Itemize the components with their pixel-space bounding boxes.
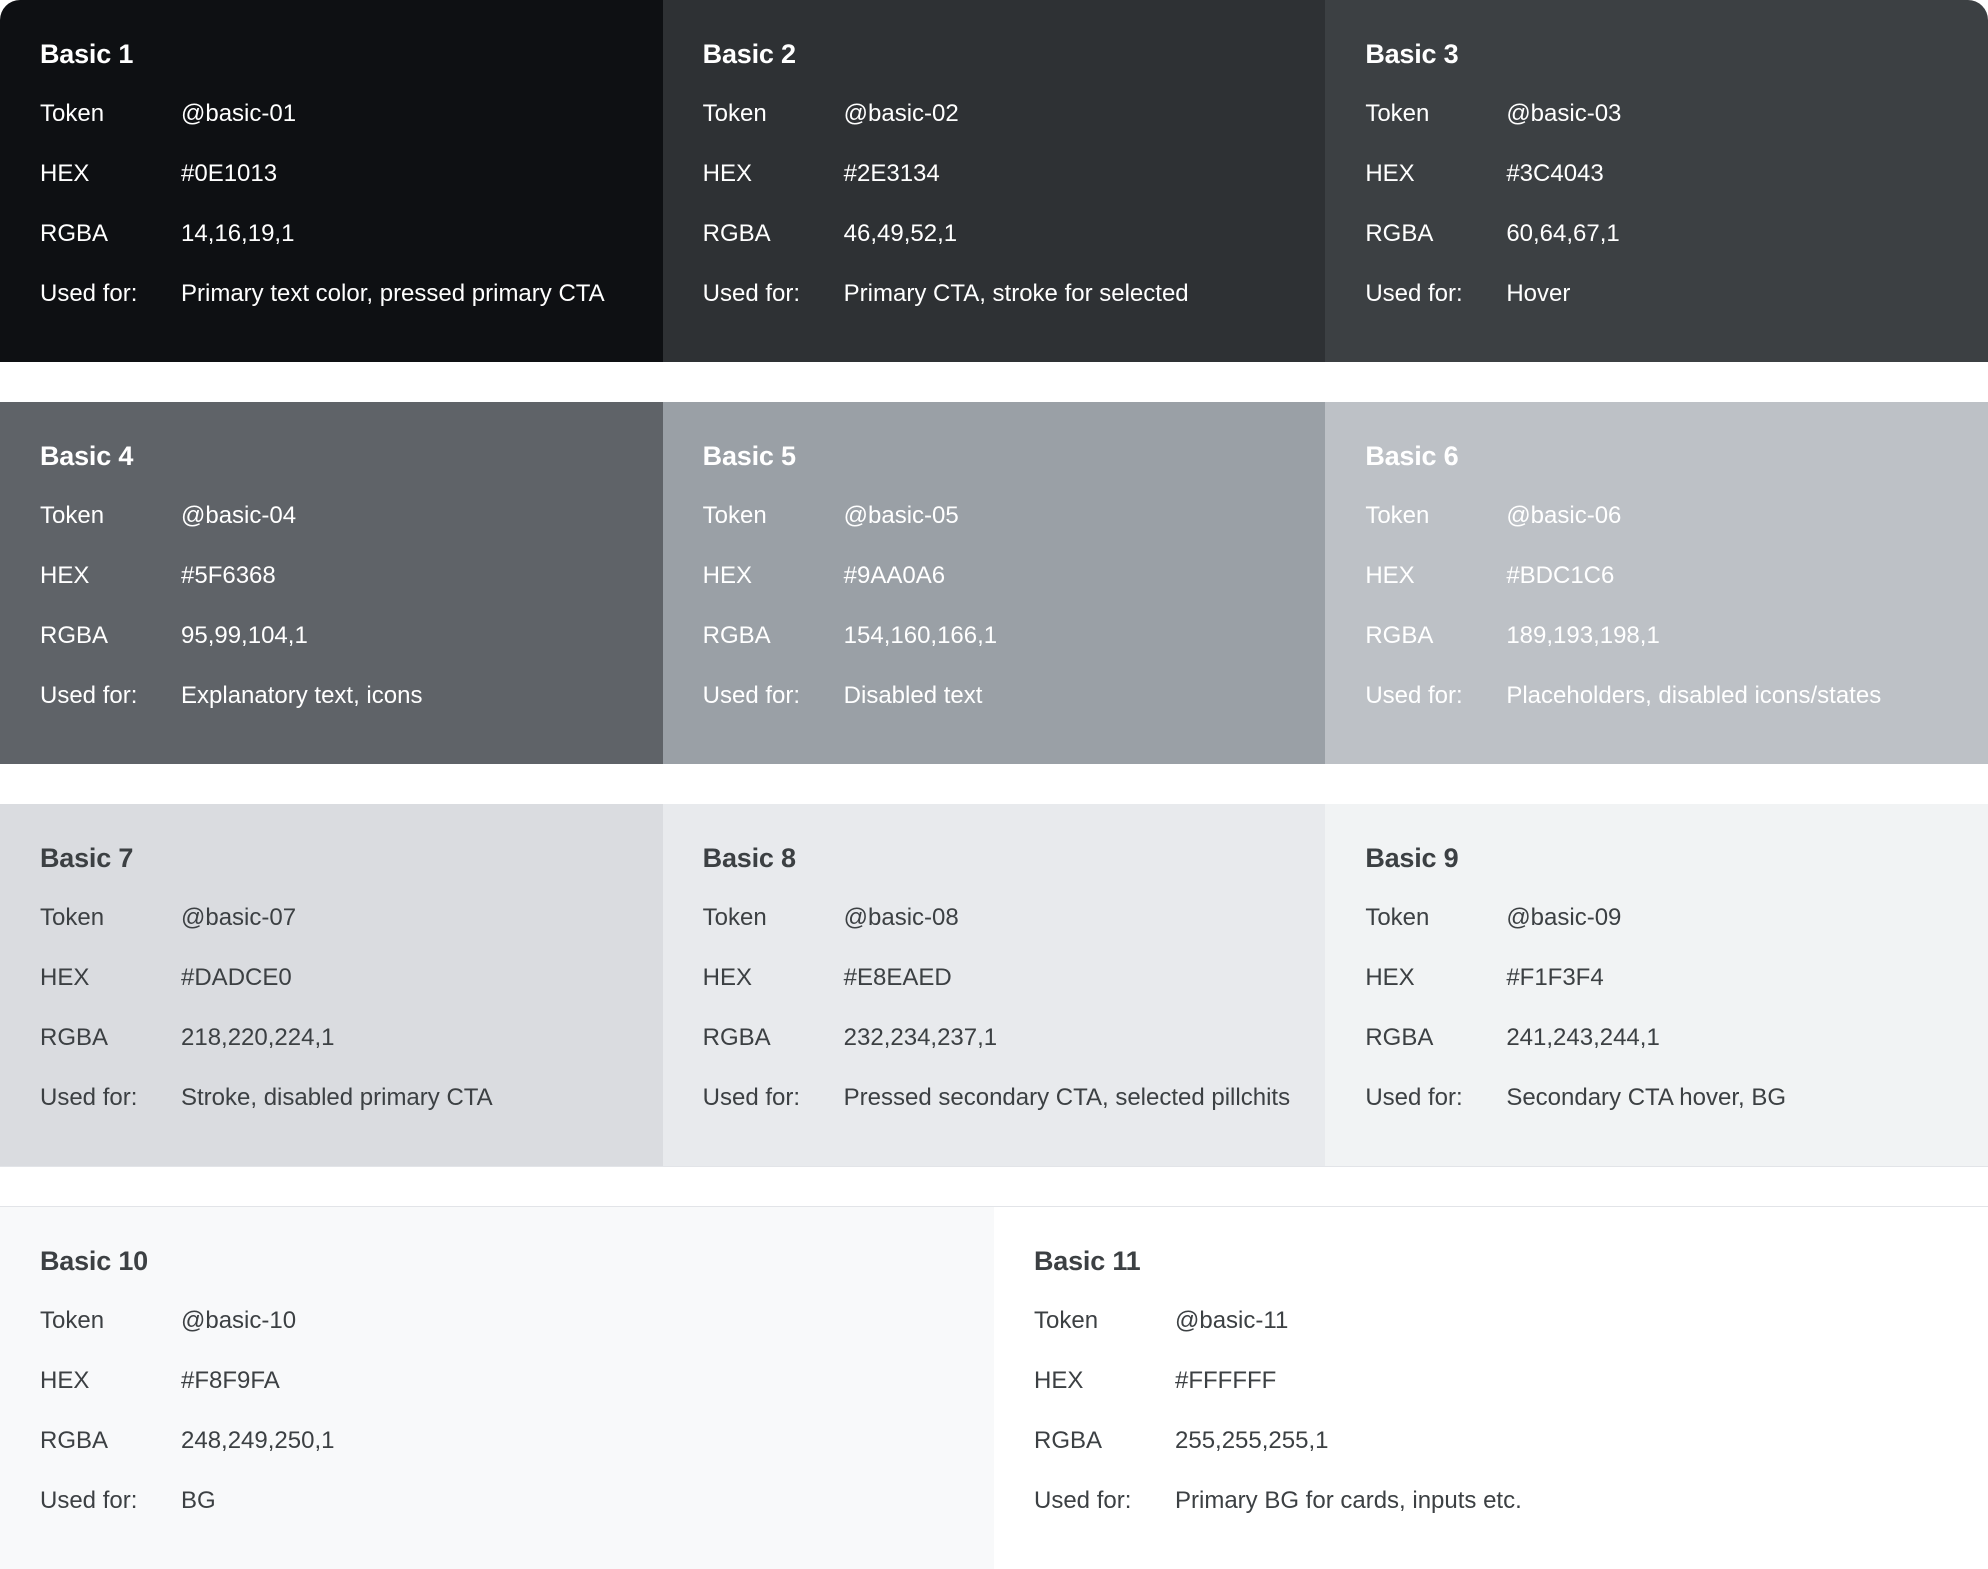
swatch-token-label: Token <box>1365 502 1430 529</box>
swatch-used-for-row <box>703 678 1326 738</box>
swatch-token-label: Token <box>702 100 767 127</box>
swatch-token-label: Token <box>40 1307 105 1334</box>
swatch-rgba-row <box>703 216 1326 276</box>
swatch-hex-value: #9AA0A6 <box>843 562 946 589</box>
swatch-token-label: Token <box>40 100 105 127</box>
swatch-title: Basic 8 <box>702 843 796 873</box>
swatch-hex-value: #2E3134 <box>843 160 940 187</box>
swatch-used-for-value: Secondary CTA hover, BG <box>1506 1084 1787 1111</box>
swatch-hex-row <box>40 156 663 216</box>
swatch-used-for-value: Stroke, disabled primary CTA <box>181 1084 493 1111</box>
swatch-used-for-label: Used for: <box>40 682 138 709</box>
swatch-rgba-value: 95,99,104,1 <box>181 622 308 649</box>
swatch-token-label: Token <box>40 502 105 529</box>
swatch-token-value: @basic-02 <box>843 100 959 127</box>
swatch-hex-value: #0E1013 <box>181 160 278 187</box>
swatch-token-row <box>40 96 663 156</box>
swatch-used-for-value: Disabled text <box>843 682 983 709</box>
swatch-token-row <box>703 900 1326 960</box>
swatch-title: Basic 2 <box>702 39 796 69</box>
swatch-rgba-label: RGBA <box>1365 220 1434 247</box>
swatch-token-row <box>40 1303 994 1363</box>
swatch-rgba-row <box>703 618 1326 678</box>
swatch-used-for-label: Used for: <box>40 1487 138 1514</box>
swatch-used-for-label: Used for: <box>40 1084 138 1111</box>
swatch-title: Basic 3 <box>1365 39 1459 69</box>
swatch-rgba-value: 46,49,52,1 <box>843 220 958 247</box>
swatch-hex-value: #3C4043 <box>1506 160 1604 187</box>
swatch-rgba-value: 218,220,224,1 <box>181 1024 335 1051</box>
swatch-token-value: @basic-03 <box>1506 100 1622 127</box>
swatch-hex-row <box>703 960 1326 1020</box>
swatch-used-for-label: Used for: <box>1365 682 1463 709</box>
swatch-rgba-row <box>40 1020 663 1080</box>
swatch-token-value: @basic-09 <box>1506 904 1622 931</box>
swatch-used-for-label: Used for: <box>1365 1084 1463 1111</box>
swatch-token-row <box>1365 96 1988 156</box>
swatch-used-for-row <box>1365 678 1988 738</box>
swatch-rgba-value: 255,255,255,1 <box>1175 1427 1329 1454</box>
swatch-rgba-row <box>1365 618 1988 678</box>
swatch-rgba-value: 154,160,166,1 <box>843 622 998 649</box>
swatch-used-for-row <box>40 1080 663 1140</box>
swatch-used-for-row <box>703 276 1326 336</box>
swatch-hex-row <box>1034 1363 1988 1423</box>
swatch-hex-value: #E8EAED <box>843 964 952 991</box>
swatch-rgba-label: RGBA <box>1034 1427 1103 1454</box>
swatch-rgba-label: RGBA <box>702 622 771 649</box>
swatch-hex-label: HEX <box>40 964 90 991</box>
palette-row-3 <box>0 804 1988 1167</box>
swatch-hex-label: HEX <box>702 964 753 991</box>
palette-row-4 <box>0 1206 1988 1569</box>
swatch-used-for-value: Primary text color, pressed primary CTA <box>181 280 605 307</box>
color-swatch-basic-7 <box>0 804 663 1166</box>
swatch-token-label: Token <box>40 904 105 931</box>
swatch-rgba-label: RGBA <box>702 220 771 247</box>
swatch-hex-row <box>1365 960 1988 1020</box>
swatch-hex-label: HEX <box>40 1367 90 1394</box>
swatch-token-value: @basic-05 <box>843 502 959 529</box>
swatch-used-for-value: Primary CTA, stroke for selected <box>843 280 1189 307</box>
swatch-used-for-label: Used for: <box>702 1084 801 1111</box>
swatch-hex-value: #F1F3F4 <box>1506 964 1604 991</box>
swatch-hex-label: HEX <box>40 160 90 187</box>
color-swatch-basic-4 <box>0 402 663 764</box>
swatch-title: Basic 5 <box>702 441 796 471</box>
swatch-token-value: @basic-10 <box>181 1307 297 1334</box>
swatch-title: Basic 4 <box>40 441 134 471</box>
swatch-rgba-label: RGBA <box>40 1427 109 1454</box>
swatch-hex-label: HEX <box>1365 964 1415 991</box>
swatch-hex-label: HEX <box>702 562 753 589</box>
palette-row-1 <box>0 0 1988 362</box>
swatch-rgba-row <box>40 618 663 678</box>
swatch-hex-row <box>1365 156 1988 216</box>
swatch-rgba-label: RGBA <box>1365 1024 1434 1051</box>
swatch-token-label: Token <box>1034 1307 1099 1334</box>
swatch-hex-label: HEX <box>1365 160 1415 187</box>
swatch-token-label: Token <box>1365 100 1430 127</box>
swatch-rgba-label: RGBA <box>1365 622 1434 649</box>
swatch-rgba-value: 60,64,67,1 <box>1506 220 1620 247</box>
color-swatch-basic-2 <box>663 0 1326 362</box>
swatch-used-for-value: Hover <box>1506 280 1571 307</box>
swatch-title: Basic 10 <box>40 1246 148 1276</box>
swatch-used-for-label: Used for: <box>1365 280 1463 307</box>
swatch-title: Basic 7 <box>40 843 134 873</box>
swatch-token-value: @basic-08 <box>843 904 959 931</box>
swatch-used-for-row <box>703 1080 1326 1140</box>
swatch-title: Basic 11 <box>1034 1246 1141 1276</box>
swatch-rgba-label: RGBA <box>702 1024 771 1051</box>
color-swatch-basic-5 <box>663 402 1326 764</box>
color-swatch-basic-10 <box>0 1207 994 1569</box>
swatch-token-value: @basic-01 <box>181 100 297 127</box>
swatch-hex-value: #BDC1C6 <box>1506 562 1615 589</box>
swatch-token-row <box>40 900 663 960</box>
swatch-title: Basic 6 <box>1365 441 1459 471</box>
swatch-used-for-label: Used for: <box>1034 1487 1132 1514</box>
swatch-rgba-row <box>703 1020 1326 1080</box>
swatch-hex-label: HEX <box>702 160 753 187</box>
swatch-token-label: Token <box>702 502 767 529</box>
swatch-token-row <box>703 96 1326 156</box>
swatch-token-row <box>703 498 1326 558</box>
swatch-used-for-value: BG <box>181 1487 216 1514</box>
swatch-rgba-value: 189,193,198,1 <box>1506 622 1660 649</box>
swatch-used-for-label: Used for: <box>702 280 801 307</box>
color-swatch-basic-6 <box>1325 402 1988 764</box>
swatch-hex-row <box>40 960 663 1020</box>
swatch-used-for-row <box>40 276 663 336</box>
color-swatch-basic-9 <box>1325 804 1988 1166</box>
swatch-used-for-row <box>40 678 663 738</box>
swatch-hex-row <box>1365 558 1988 618</box>
color-swatch-basic-1 <box>0 0 663 362</box>
swatch-used-for-row <box>40 1483 994 1543</box>
swatch-rgba-row <box>40 216 663 276</box>
swatch-hex-label: HEX <box>1034 1367 1084 1394</box>
swatch-hex-value: #F8F9FA <box>181 1367 280 1394</box>
swatch-rgba-row <box>40 1423 994 1483</box>
swatch-hex-row <box>40 1363 994 1423</box>
swatch-rgba-row <box>1034 1423 1988 1483</box>
swatch-used-for-row <box>1034 1483 1988 1543</box>
swatch-used-for-row <box>1365 276 1988 336</box>
swatch-used-for-value: Primary BG for cards, inputs etc. <box>1175 1487 1522 1514</box>
swatch-rgba-value: 248,249,250,1 <box>181 1427 335 1454</box>
swatch-rgba-value: 232,234,237,1 <box>843 1024 998 1051</box>
swatch-rgba-row <box>1365 216 1988 276</box>
swatch-token-value: @basic-04 <box>181 502 297 529</box>
swatch-token-value: @basic-06 <box>1506 502 1622 529</box>
swatch-rgba-value: 14,16,19,1 <box>181 220 295 247</box>
swatch-hex-row <box>703 558 1326 618</box>
swatch-used-for-value: Pressed secondary CTA, selected pillchits <box>843 1084 1291 1111</box>
swatch-used-for-label: Used for: <box>702 682 801 709</box>
swatch-rgba-value: 241,243,244,1 <box>1506 1024 1660 1051</box>
swatch-hex-row <box>703 156 1326 216</box>
swatch-token-label: Token <box>702 904 767 931</box>
swatch-used-for-row <box>1365 1080 1988 1140</box>
swatch-rgba-label: RGBA <box>40 1024 109 1051</box>
swatch-token-row <box>1034 1303 1988 1363</box>
swatch-hex-value: #DADCE0 <box>181 964 292 991</box>
swatch-used-for-value: Placeholders, disabled icons/states <box>1506 682 1882 709</box>
swatch-rgba-label: RGBA <box>40 220 109 247</box>
color-swatch-basic-3 <box>1325 0 1988 362</box>
color-swatch-basic-11 <box>994 1207 1988 1569</box>
swatch-token-row <box>1365 498 1988 558</box>
swatch-token-label: Token <box>1365 904 1430 931</box>
swatch-hex-row <box>40 558 663 618</box>
swatch-hex-label: HEX <box>40 562 90 589</box>
swatch-title: Basic 1 <box>40 39 134 69</box>
swatch-token-row <box>1365 900 1988 960</box>
swatch-hex-label: HEX <box>1365 562 1415 589</box>
swatch-used-for-value: Explanatory text, icons <box>181 682 423 709</box>
swatch-used-for-label: Used for: <box>40 280 138 307</box>
swatch-token-value: @basic-07 <box>181 904 297 931</box>
swatch-rgba-label: RGBA <box>40 622 109 649</box>
swatch-rgba-row <box>1365 1020 1988 1080</box>
swatch-hex-value: #5F6368 <box>181 562 276 589</box>
swatch-token-row <box>40 498 663 558</box>
swatch-hex-value: #FFFFFF <box>1175 1367 1277 1394</box>
color-swatch-basic-8 <box>663 804 1326 1166</box>
swatch-token-value: @basic-11 <box>1175 1307 1289 1334</box>
palette-row-2 <box>0 402 1988 764</box>
swatch-title: Basic 9 <box>1365 843 1459 873</box>
